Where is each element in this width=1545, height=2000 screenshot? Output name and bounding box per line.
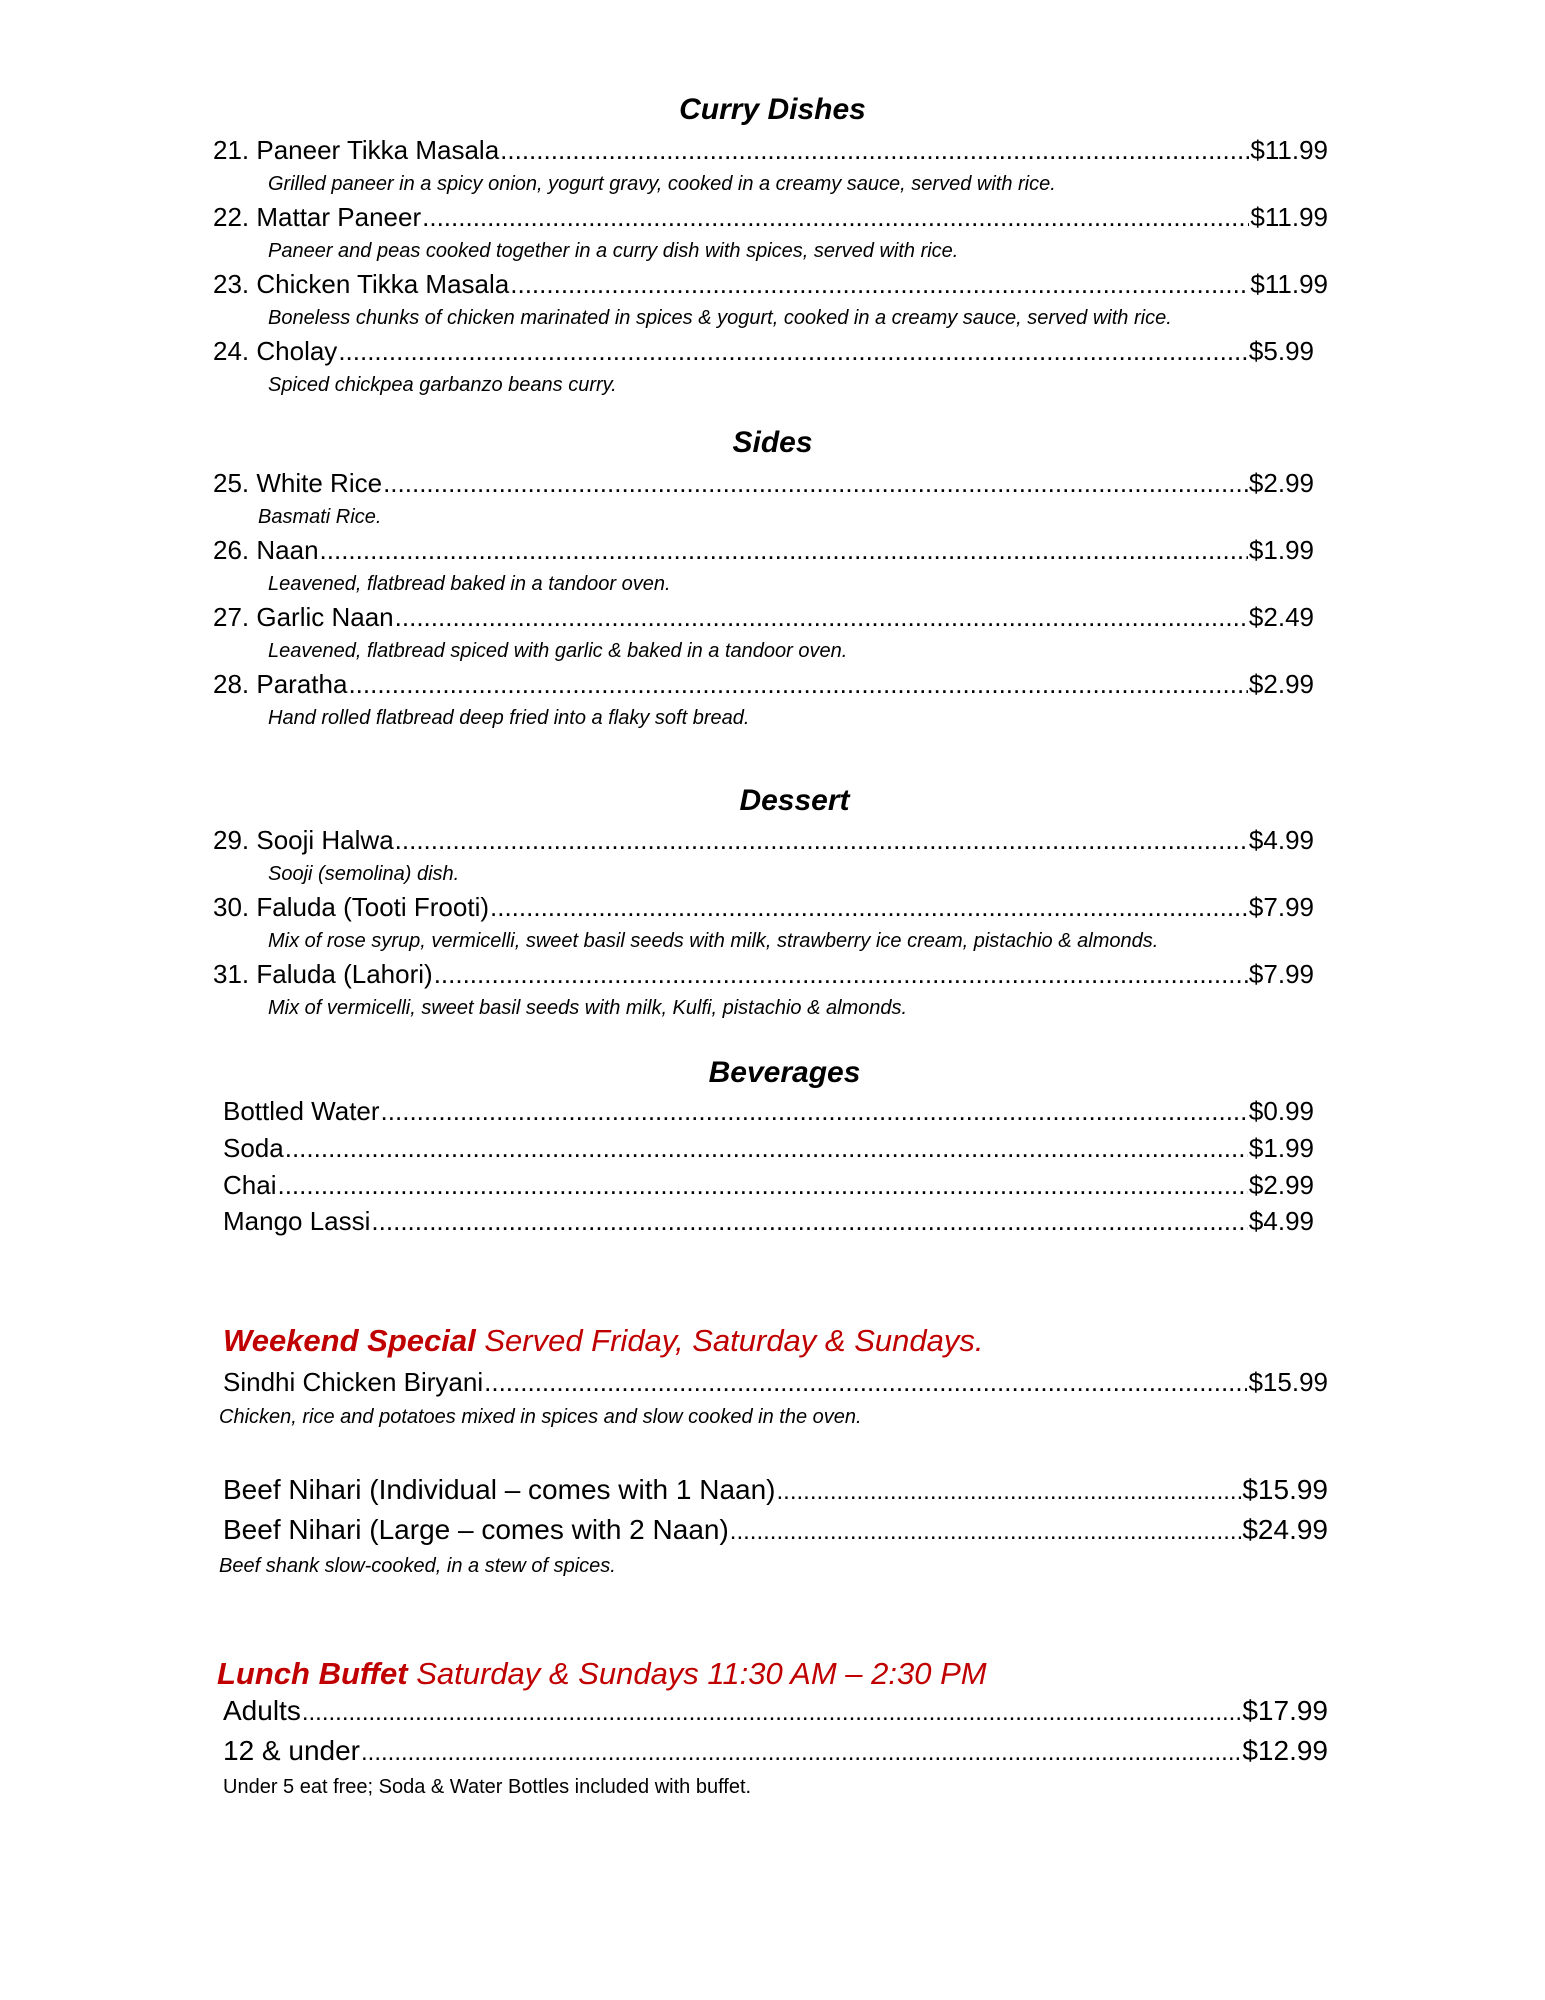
- menu-item-mattar-paneer: 22. Mattar Paneer ..... $11.99: [213, 201, 1328, 233]
- item-description: Sooji (semolina) dish.: [268, 863, 460, 885]
- item-description: Mix of rose syrup, vermicelli, sweet basil seeds with milk, strawberry ice cream, pistachio & almonds.: [268, 930, 1159, 952]
- weekend-special-subtitle: Served Friday, Saturday & Sundays.: [475, 1323, 984, 1358]
- menu-item-cholay: 24. Cholay ..... $5.99: [213, 335, 1314, 367]
- menu-item-beef-nihari-large: Beef Nihari (Large – comes with 2 Naan) ..... $24.99: [223, 1514, 1328, 1548]
- menu-item-naan: 26. Naan ..... $1.99: [213, 534, 1314, 566]
- menu-item-paratha: 28. Paratha ..... $2.99: [213, 668, 1314, 700]
- menu-item-chai: Chai ..... $2.99: [223, 1169, 1314, 1201]
- weekend-special-heading: [223, 1322, 983, 1360]
- menu-item-sooji-halwa: 29. Sooji Halwa ..... $4.99: [213, 824, 1314, 856]
- lunch-buffet-title: Lunch Buffet: [217, 1656, 408, 1691]
- curry-dishes-heading: Curry Dishes: [679, 93, 866, 126]
- dessert-heading: Dessert: [739, 784, 850, 817]
- menu-item-chicken-tikka-masala: 23. Chicken Tikka Masala ..... $11.99: [213, 268, 1328, 300]
- sides-heading: Sides: [732, 426, 813, 459]
- menu-item-buffet-adults: Adults ..... $17.99: [223, 1695, 1328, 1729]
- menu-item-sindhi-chicken-biryani: Sindhi Chicken Biryani ..... $15.99: [223, 1366, 1328, 1398]
- menu-item-bottled-water: Bottled Water ..... $0.99: [223, 1095, 1314, 1127]
- item-description: Basmati Rice.: [258, 506, 382, 528]
- menu-item-white-rice: 25. White Rice ..... $2.99: [213, 467, 1314, 499]
- item-description: Spiced chickpea garbanzo beans curry.: [268, 374, 617, 396]
- lunch-buffet-heading: [217, 1655, 987, 1693]
- menu-item-beef-nihari-individual: Beef Nihari (Individual – comes with 1 Naan) ..... $15.99: [223, 1474, 1328, 1508]
- menu-item-soda: Soda ..... $1.99: [223, 1132, 1314, 1164]
- menu-item-paneer-tikka-masala: 21. Paneer Tikka Masala ..... $11.99: [213, 134, 1328, 166]
- menu-item-faluda-lahori: 31. Faluda (Lahori) ..... $7.99: [213, 958, 1314, 990]
- menu-item-faluda-tooti-frooti: 30. Faluda (Tooti Frooti) ..... $7.99: [213, 891, 1314, 923]
- item-description: Grilled paneer in a spicy onion, yogurt gravy, cooked in a creamy sauce, served with rice.: [268, 173, 1056, 195]
- item-description: Hand rolled flatbread deep fried into a flaky soft bread.: [268, 707, 750, 729]
- item-description: Chicken, rice and potatoes mixed in spices and slow cooked in the oven.: [219, 1406, 862, 1428]
- item-description: Leavened, flatbread baked in a tandoor oven.: [268, 573, 671, 595]
- item-description: Paneer and peas cooked together in a curry dish with spices, served with rice.: [268, 240, 959, 262]
- buffet-note: Under 5 eat free; Soda & Water Bottles included with buffet.: [223, 1776, 752, 1798]
- item-description: Beef shank slow-cooked, in a stew of spices.: [219, 1555, 616, 1577]
- menu-item-buffet-12-and-under: 12 & under ..... $12.99: [223, 1735, 1328, 1769]
- item-description: Leavened, flatbread spiced with garlic & baked in a tandoor oven.: [268, 640, 848, 662]
- weekend-special-title: Weekend Special: [223, 1323, 476, 1358]
- beverages-heading: Beverages: [708, 1056, 861, 1089]
- menu-item-mango-lassi: Mango Lassi ..... $4.99: [223, 1205, 1314, 1237]
- item-description: Mix of vermicelli, sweet basil seeds with milk, Kulfi, pistachio & almonds.: [268, 997, 908, 1019]
- item-description: Boneless chunks of chicken marinated in spices & yogurt, cooked in a creamy sauce, served with rice.: [268, 307, 1172, 329]
- lunch-buffet-subtitle: Saturday & Sundays 11:30 AM – 2:30 PM: [407, 1656, 987, 1691]
- menu-item-garlic-naan: 27. Garlic Naan ..... $2.49: [213, 601, 1314, 633]
